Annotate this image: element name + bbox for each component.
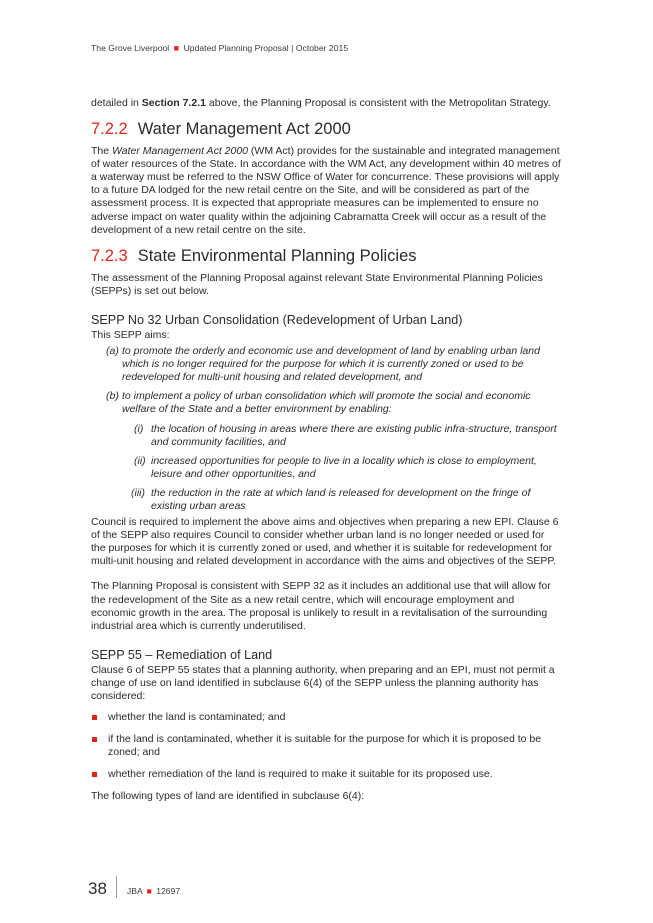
aim-subitem-iii: (iii) the reduction in the rate at which land is released for development on the fringe of existing urban areas xyxy=(131,486,531,512)
bullet-square-icon xyxy=(92,715,97,720)
sepp-55-paragraph-1: Clause 6 of SEPP 55 states that a planning authority, when preparing and an EPI, must not permit a change of use on land identified in subclause 6(4) of the SEPP unless the planning authority has considered: xyxy=(91,663,555,702)
aim-item-b: (b) to implement a policy of urban consolidation which will promote the social and economic welfare of the State and a better environment by enabling: xyxy=(106,390,531,416)
heading-sepp-55: SEPP 55 – Remediation of Land xyxy=(91,647,273,662)
bullet-square-icon xyxy=(92,772,97,777)
sepp-55-bullet-list xyxy=(91,711,561,781)
header-date: October 2015 xyxy=(295,43,349,53)
sepp-intro-paragraph: The assessment of the Planning Proposal against relevant State Environmental Planning Policies (SEPPs) is set out below. xyxy=(91,271,543,297)
list-item: if the land is contaminated, whether it is suitable for the purpose for which it is proposed to be zoned; and xyxy=(91,733,561,759)
wm-act-paragraph: The Water Management Act 2000 (WM Act) provides for the sustainable and integrated management of water resources of the State. In accordance with the WM Act, any development within 40 metres of a waterway must be referred to the NSW Office of Water for concurrence. These provisions will apply to a future DA lodged for the new retail centre on the Site, and will be considered as part of the assessment process. It is expected that appropriate measures can be implemented to ensure no adverse impact on water quality within the adjoining Cabramatta Creek will occur as a result of the development of a new retail centre on the site. xyxy=(91,145,561,236)
header-project: The Grove Liverpool xyxy=(91,43,170,53)
running-header xyxy=(91,43,348,53)
footer-code xyxy=(127,886,180,898)
intro-paragraph: detailed in Section 7.2.1 above, the Planning Proposal is consistent with the Metropolitan Strategy. xyxy=(91,97,551,109)
heading-number: 7.2.3 xyxy=(91,246,128,265)
page-number: 38 xyxy=(88,876,117,898)
heading-title: State Environmental Planning Policies xyxy=(137,246,417,265)
heading-title: Water Management Act 2000 xyxy=(137,120,351,139)
page-content xyxy=(91,97,561,804)
section-reference-link: Section 7.2.1 xyxy=(141,97,206,109)
header-doc-title: Updated Planning Proposal xyxy=(183,43,289,53)
header-divider: | xyxy=(291,43,294,53)
sepp-32-aims-quote xyxy=(91,345,561,513)
footer-separator: ■ xyxy=(146,886,152,896)
page-footer xyxy=(88,878,180,898)
aim-subitem-ii: (ii) increased opportunities for people to live in a locality which is close to employment, leisure and other opportunities, and xyxy=(134,454,537,480)
bullet-square-icon xyxy=(92,737,97,742)
heading-7-2-3 xyxy=(91,246,561,266)
heading-7-2-2 xyxy=(91,119,561,139)
aim-subitem-i: (i) the location of housing in areas where there are existing public infra-structure, transport and community facilities, and xyxy=(134,422,557,448)
list-item: whether the land is contaminated; and xyxy=(91,711,561,724)
aim-item-a: (a) to promote the orderly and economic use and development of land by enabling urban land which is no longer required for the purpose for which it is currently zoned or used to be redeveloped for multi-unit housing and related development, and xyxy=(106,345,540,384)
sepp-32-lead: This SEPP aims: xyxy=(91,328,170,341)
footer-job-number: 12697 xyxy=(156,886,181,896)
sepp-32-paragraph-2: The Planning Proposal is consistent with SEPP 32 as it includes an additional use that will allow for the redevelopment of the Site as a new retail centre, which will encourage employment and economic growth in the area. The proposal is unlikely to result in a revitalisation of the surrounding industrial area which is currently underutilised. xyxy=(91,580,551,632)
header-separator: ■ xyxy=(173,43,180,53)
list-item: whether remediation of the land is required to make it suitable for its proposed use. xyxy=(91,768,561,781)
heading-number: 7.2.2 xyxy=(91,120,128,139)
sepp-55-paragraph-2: The following types of land are identified in subclause 6(4): xyxy=(91,790,365,803)
heading-sepp-32: SEPP No 32 Urban Consolidation (Redevelopment of Urban Land) xyxy=(91,312,463,327)
sepp-32-paragraph-1: Council is required to implement the above aims and objectives when preparing a new EPI. Clause 6 of the SEPP also requires Council to consider whether urban land is no longer needed or used for the purposes for which it is currently zoned or used, and whether it is suitable for redevelopment for multi-unit housing and related development in accordance with the aims and objectives of the SEPP. xyxy=(91,516,559,568)
footer-org: JBA xyxy=(126,886,143,896)
